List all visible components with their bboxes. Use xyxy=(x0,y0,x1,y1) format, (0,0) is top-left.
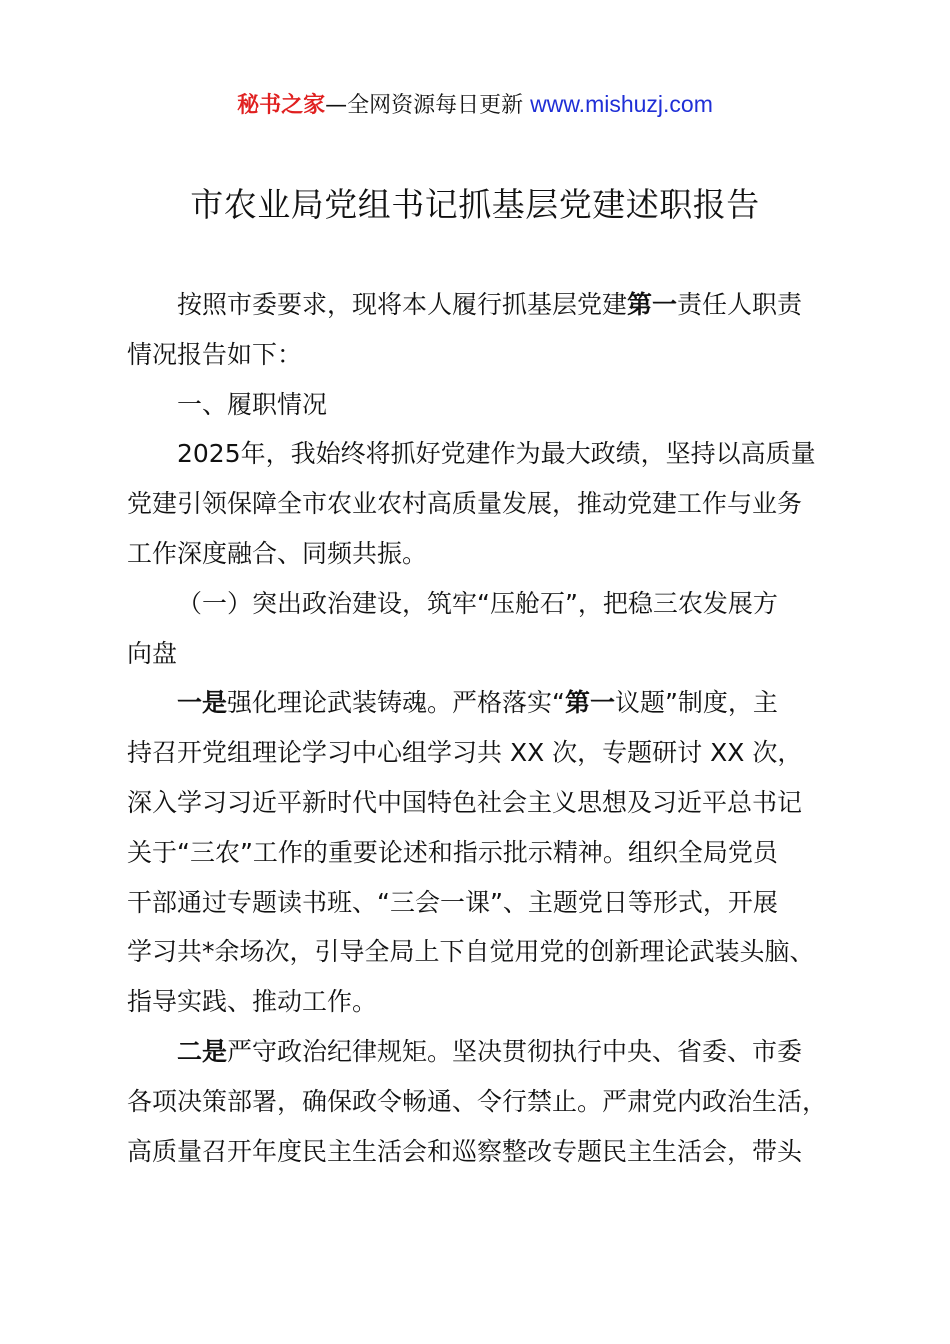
section-heading-1: 一、履职情况 xyxy=(177,389,328,419)
lead-bold: 二是 xyxy=(177,1036,228,1066)
paragraph-1-line-2: 党建引领保障全市农业农村高质量发展，推动党建工作与业务 xyxy=(127,489,803,519)
subheading-1-line-2: 向盘 xyxy=(127,638,178,668)
bold-text: 第一 xyxy=(564,688,615,718)
paragraph-2-line-4: 关于“三农”工作的重要论述和指示批示精神。组织全局党员 xyxy=(127,837,778,867)
paragraph-2-line-2 xyxy=(127,728,835,778)
paragraph-2-line-6: 学习共*余场次，引导全局上下自觉用党的创新理论武装头脑、 xyxy=(127,937,815,967)
text-run: 强化理论武装铸魂。严格落实“ xyxy=(227,688,565,718)
text-run: 议题”制度，主 xyxy=(614,688,778,718)
paragraph-intro-line-1 xyxy=(127,280,835,330)
text-run: 按照市委要求，现将本人履行抓基层党建 xyxy=(177,290,628,319)
paragraph-2-line-1 xyxy=(127,678,835,728)
paragraph-2-line-3: 深入学习习近平新时代中国特色社会主义思想及习近平总书记 xyxy=(127,787,803,817)
brand-name: 秘书之家 xyxy=(237,93,326,118)
paragraph-3-line-2: 各项决策部署，确保政令畅通、令行禁止。严肃党内政治生活， xyxy=(127,1086,828,1116)
paragraph-3-line-1 xyxy=(127,1027,835,1077)
lead-bold: 一是 xyxy=(177,688,228,718)
placeholder-count: XX xyxy=(502,738,553,768)
document-title: 市农业局党组书记抓基层党建述职报告 xyxy=(190,185,760,224)
paragraph-2-line-7: 指导实践、推动工作。 xyxy=(127,987,378,1017)
text-run: 责任人职责 xyxy=(677,290,803,319)
text-run: 次， xyxy=(752,738,803,768)
placeholder-count: XX xyxy=(702,738,753,768)
subheading-1-line-1: （一）突出政治建设，筑牢“压舱石”，把稳三农发展方 xyxy=(177,588,778,618)
header-slogan: —全网资源每日更新 xyxy=(325,93,524,118)
year-text: 2025 xyxy=(177,439,241,469)
bold-text: 第一 xyxy=(627,290,678,319)
text-run: 持召开党组理论学习中心组学习共 xyxy=(127,738,503,768)
paragraph-1-line-3: 工作深度融合、同频共振。 xyxy=(127,538,428,568)
site-header xyxy=(0,88,950,122)
text-run: 严守政治纪律规矩。坚决贯彻执行中央、省委、市委 xyxy=(227,1036,803,1066)
paragraph-2-line-5: 干部通过专题读书班、“三会一课”、主题党日等形式，开展 xyxy=(127,887,778,917)
site-url[interactable]: www.mishuzj.com xyxy=(530,91,713,117)
document-body xyxy=(127,280,835,1176)
paragraph-intro-line-2: 情况报告如下： xyxy=(127,339,303,369)
text-run: 年，我始终将抓好党建作为最大政绩，坚持以高质量 xyxy=(240,439,816,469)
paragraph-3-line-3: 高质量召开年度民主生活会和巡察整改专题民主生活会，带头 xyxy=(127,1136,803,1166)
paragraph-1-line-1 xyxy=(127,429,835,479)
text-run: 次，专题研讨 xyxy=(552,738,703,768)
